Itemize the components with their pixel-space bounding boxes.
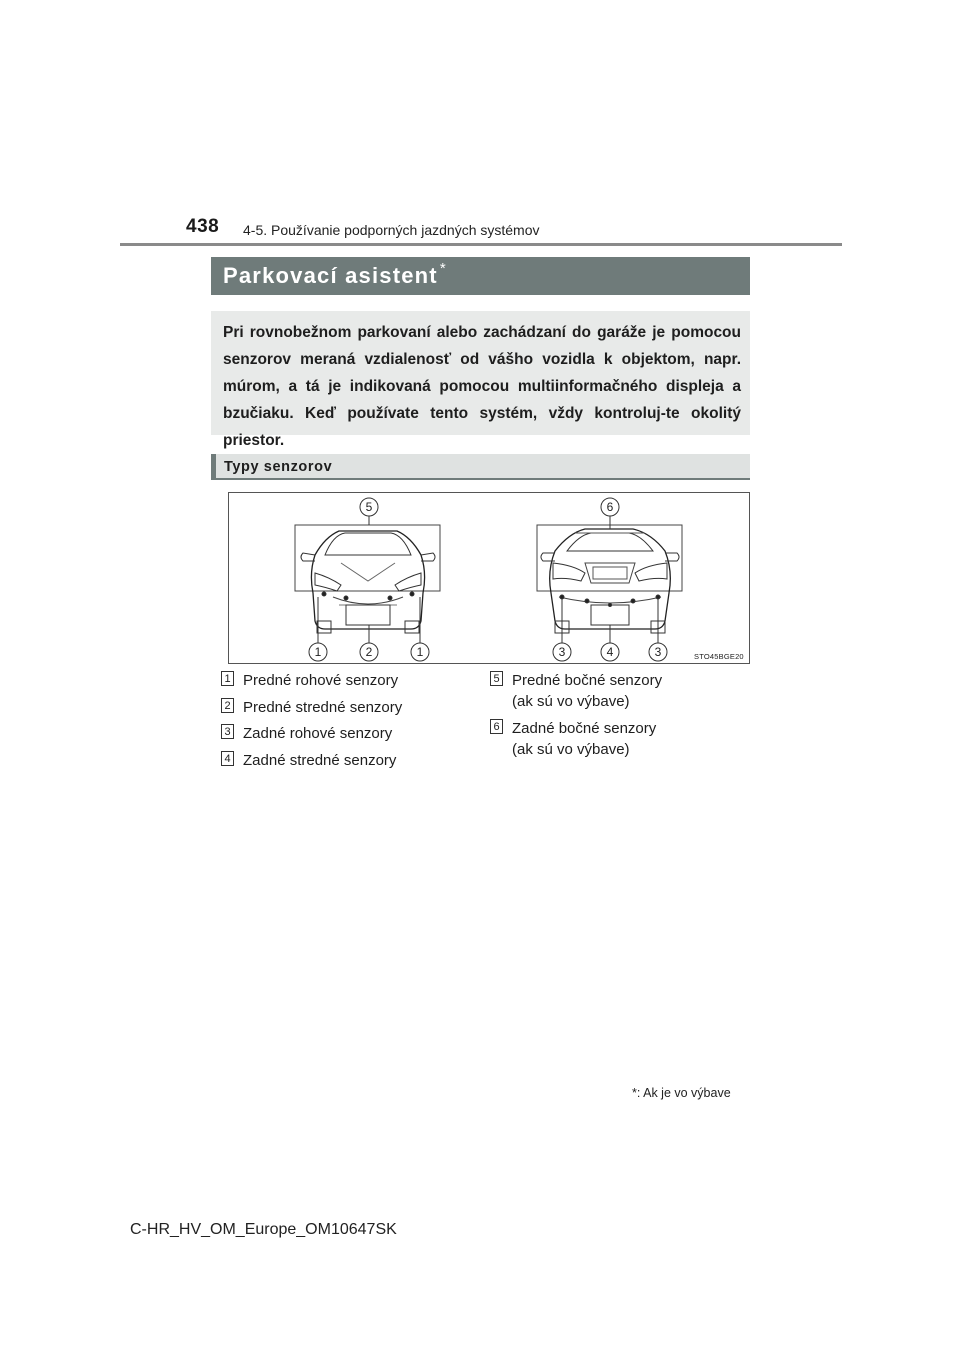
legend-number: 4	[221, 751, 234, 766]
page-title: Parkovací asistent	[223, 263, 438, 288]
legend-number: 3	[221, 724, 234, 739]
legend-text: Zadné bočné senzory (ak sú vo výbave)	[512, 720, 657, 758]
legend-text: Predné stredné senzory	[243, 699, 403, 716]
callout-label: 2	[365, 645, 373, 659]
legend-item	[490, 718, 750, 762]
legend-item	[490, 670, 750, 714]
legend-item	[221, 750, 461, 772]
legend-number: 5	[490, 671, 503, 686]
legend-text: Zadné stredné senzory	[243, 752, 397, 769]
callout-label: 5	[365, 500, 373, 514]
figure-code: STO45BGE20	[694, 652, 744, 661]
legend-item	[221, 670, 461, 692]
page-number: 438	[186, 216, 220, 237]
intro-box	[211, 311, 750, 449]
callout-label: 6	[606, 500, 614, 514]
callout-label: 3	[654, 645, 662, 659]
callout-label: 1	[314, 645, 322, 659]
intro-text: Pri rovnobežnom parkovaní alebo zachádzaní do garáže je pomocou senzorov meraná vzdialenosť od vášho vozidla k objektom, napr. múrom, a tá je indikovaná pomocou multiinformačného displeja a bzučiaku. Keď používate tento systém, vždy kontroluj-te okolitý priestor.	[223, 324, 741, 449]
callout-label: 3	[558, 645, 566, 659]
subheading-accent	[211, 454, 216, 480]
rear-car-drawing	[537, 516, 682, 643]
legend-item	[221, 723, 461, 745]
header-rule	[120, 243, 842, 246]
callout-label: 4	[606, 645, 614, 659]
legend-item	[221, 697, 461, 719]
subheading: Typy senzorov	[224, 459, 333, 475]
title-footnote-marker: *	[439, 259, 446, 277]
section-label: 4-5. Používanie podporných jazdných systémov	[243, 222, 540, 238]
legend-number: 2	[221, 698, 234, 713]
legend-number: 6	[490, 719, 503, 734]
front-car-drawing	[295, 516, 440, 643]
document-id: C-HR_HV_OM_Europe_OM10647SK	[130, 1221, 397, 1238]
sensor-figure	[228, 492, 750, 664]
legend-text: Predné rohové senzory	[243, 672, 399, 689]
footnote: *: Ak je vo výbave	[632, 1086, 731, 1100]
title-bar	[211, 257, 750, 295]
legend-number: 1	[221, 671, 234, 686]
callout-label: 1	[416, 645, 424, 659]
car-illustration	[229, 493, 749, 663]
legend-text: Zadné rohové senzory	[243, 725, 393, 742]
legend-text: Predné bočné senzory (ak sú vo výbave)	[512, 672, 663, 710]
